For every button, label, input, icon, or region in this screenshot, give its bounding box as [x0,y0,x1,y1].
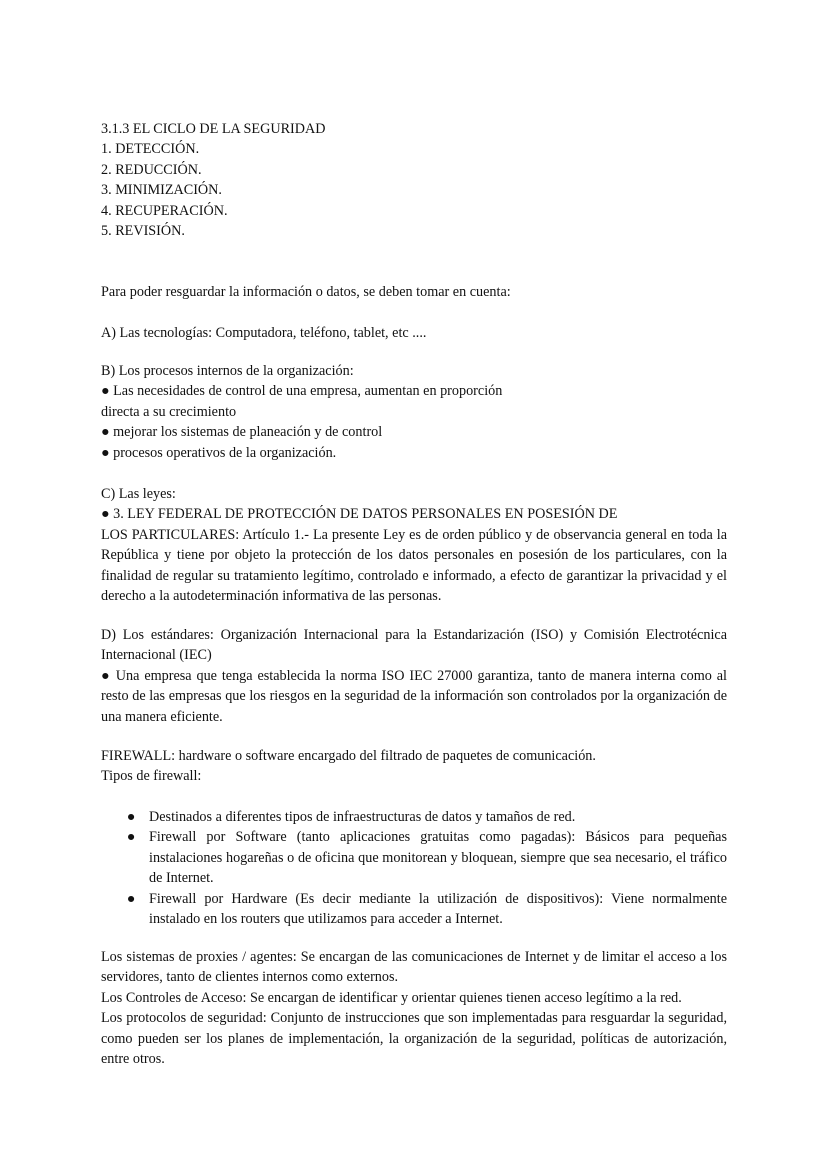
technologies-paragraph: A) Las tecnologías: Computadora, teléfono, tablet, etc .... [101,325,427,341]
bullet-item: ● procesos operativos de la organización. [101,444,337,461]
cycle-step: 4. RECUPERACIÓN. [101,202,228,219]
standards-section [101,625,727,727]
law-text: LOS PARTICULARES: Artículo 1.- La presente Ley es de orden público y de observancia general en toda la República y tiene por objeto la protección de los datos personales en posesión de los particulares, con la finalidad de regular su tratamiento legítimo, controlado e informado, a efecto de garantizar la privacidad y el derecho a la autodeterminación informativa de las personas. [101,526,727,605]
bullet-item: ● Las necesidades de control de una empresa, aumentan en proporción [101,383,503,400]
list-item [101,827,727,888]
cycle-step: 5. REVISIÓN. [101,223,185,240]
proxies-paragraph: Los sistemas de proxies / agentes: Se encargan de las comunicaciones de Internet y de limitar el acceso a los servidores, tanto de clientes internos como externos. [101,949,727,986]
section-heading: C) Las leyes: [101,486,176,502]
bullet-item: ● Una empresa que tenga establecida la norma ISO IEC 27000 garantiza, tanto de manera interna como al resto de las empresas que los riesgos en la seguridad de la información son controlados por la organización de una manera eficiente. [101,667,727,725]
bullet-icon: ● [126,890,136,907]
section-heading: B) Los procesos internos de la organización: [101,363,354,379]
list-item-text: Destinados a diferentes tipos de infraestructuras de datos y tamaños de red. [149,809,576,825]
section-heading: D) Los estándares: Organización Internacional para la Estandarización (ISO) y Comisión Electrotécnica Internacional (IEC) [101,627,727,664]
firewall-types-list-wrapper [101,807,727,929]
cycle-step: 3. MINIMIZACIÓN. [101,182,222,199]
firewall-definition: FIREWALL: hardware o software encargado del filtrado de paquetes de comunicación. [101,748,596,764]
bullet-icon: ● [126,809,136,825]
bullet-icon: ● [126,829,136,846]
intro-paragraph: Para poder resguardar la información o datos, se deben tomar en cuenta: [101,284,511,300]
firewall-section [101,746,727,787]
protocols-paragraph: Los protocolos de seguridad: Conjunto de instrucciones que son implementadas para resguardar la seguridad, como pueden ser los planes de implementación, la organización de la seguridad, políticas de autorización, entre otros. [101,1010,727,1068]
bullet-item: ● mejorar los sistemas de planeación y de control [101,424,383,441]
list-item-text: Firewall por Software (tanto aplicaciones gratuitas como pagadas): Básicos para pequeñas instalaciones hogareñas o de oficina que monitorean y bloquean, siempre que sea necesario, el tráfico de Internet. [149,829,727,887]
list-item [101,807,727,827]
firewall-types-heading: Tipos de firewall: [101,768,202,785]
cycle-step: 1. DETECCIÓN. [101,141,200,158]
list-item-text: Firewall por Hardware (Es decir mediante la utilización de dispositivos): Viene normalmente instalado en los routers que utilizamos para acceder a Internet. [149,890,727,928]
bullet-item-continuation: directa a su crecimiento [101,403,237,420]
internal-processes-section [101,361,727,463]
laws-section [101,484,727,606]
firewall-types-list [101,807,727,929]
list-item [101,889,727,930]
law-title: ● 3. LEY FEDERAL DE PROTECCIÓN DE DATOS PERSONALES EN POSESIÓN DE [101,506,618,523]
access-controls-paragraph: Los Controles de Acceso: Se encargan de identificar y orientar quienes tienen acceso legítimo a la red. [101,989,682,1006]
cycle-step: 2. REDUCCIÓN. [101,161,202,178]
security-cycle-section [101,119,727,241]
section-heading: 3.1.3 EL CICLO DE LA SEGURIDAD [101,121,326,137]
closing-section [101,947,727,1069]
